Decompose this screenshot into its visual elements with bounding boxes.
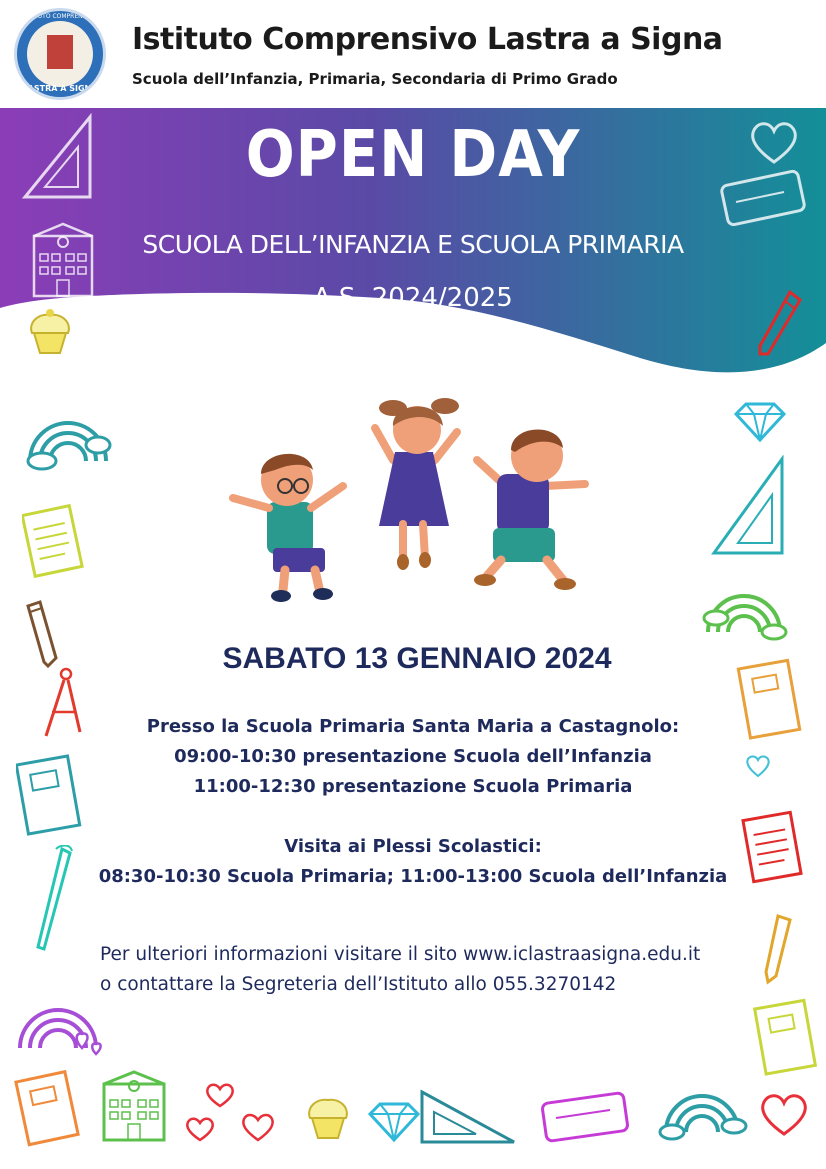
rainbow-icon xyxy=(698,580,790,642)
visits-title: Visita ai Plessi Scolastici: xyxy=(284,836,542,857)
diamond-icon xyxy=(366,1100,422,1144)
cupcake-icon xyxy=(24,305,76,357)
notepad-icon xyxy=(22,500,90,580)
boy-jumping xyxy=(474,429,585,590)
presentation-infanzia: 09:00-10:30 presentazione Scuola dell’Infanzia xyxy=(174,746,652,767)
rainbow-icon xyxy=(22,405,116,471)
pencil-case-icon xyxy=(538,1084,634,1146)
rainbow-icon xyxy=(12,996,108,1060)
school-building-icon xyxy=(30,222,96,298)
heart-icon xyxy=(182,1080,282,1146)
banner-subtitle: SCUOLA DELL’INFANZIA E SCUOLA PRIMARIA xyxy=(142,230,684,259)
logo-tower-icon xyxy=(47,35,73,69)
header xyxy=(0,0,826,108)
paintbrush-icon xyxy=(30,845,80,957)
pencil-icon xyxy=(758,912,798,986)
open-day-title: OPEN DAY xyxy=(245,118,581,192)
girl-jumping xyxy=(375,398,459,570)
contact-website: Per ulteriori informazioni visitare il sito www.iclastraasigna.edu.it xyxy=(100,944,701,965)
visits-schedule: 08:30-10:30 Scuola Primaria; 11:00-13:00 Scuola dell’Infanzia xyxy=(98,866,728,887)
notebook-icon xyxy=(752,996,822,1082)
diamond-icon xyxy=(732,400,788,444)
logo-emblem xyxy=(27,21,93,87)
notebook-icon xyxy=(14,1068,88,1148)
school-logo xyxy=(14,8,106,100)
school-building-icon xyxy=(100,1070,170,1142)
ruler-triangle-icon xyxy=(20,112,100,202)
ruler-triangle-icon xyxy=(710,455,790,560)
event-location: Presso la Scuola Primaria Santa Maria a Castagnolo: xyxy=(146,716,680,737)
children-illustration xyxy=(225,390,595,610)
institute-subtitle: Scuola dell’Infanzia, Primaria, Secondaria di Primo Grado xyxy=(132,70,618,88)
contact-phone: o contattare la Segreteria dell’Istituto allo 055.3270142 xyxy=(100,974,617,995)
presentation-primaria: 11:00-12:30 presentazione Scuola Primaria xyxy=(193,776,633,797)
pencil-case-icon xyxy=(718,168,810,228)
cupcake-icon xyxy=(302,1092,354,1144)
rainbow-icon xyxy=(656,1080,748,1142)
pencil-icon xyxy=(754,288,802,360)
institute-title: Istituto Comprensivo Lastra a Signa xyxy=(132,22,723,57)
school-year: A.S. 2024/2025 xyxy=(313,283,513,313)
logo-text-bottom: LASTRA A SIGNA xyxy=(22,84,98,93)
ruler-triangle-icon xyxy=(418,1086,518,1146)
heart-icon xyxy=(746,118,802,168)
logo-text-top: ISTITUTO COMPRENSIVO xyxy=(23,13,97,20)
heart-icon xyxy=(756,1090,812,1140)
event-date: SABATO 13 GENNAIO 2024 xyxy=(222,642,612,675)
boy-with-glasses xyxy=(233,454,343,602)
